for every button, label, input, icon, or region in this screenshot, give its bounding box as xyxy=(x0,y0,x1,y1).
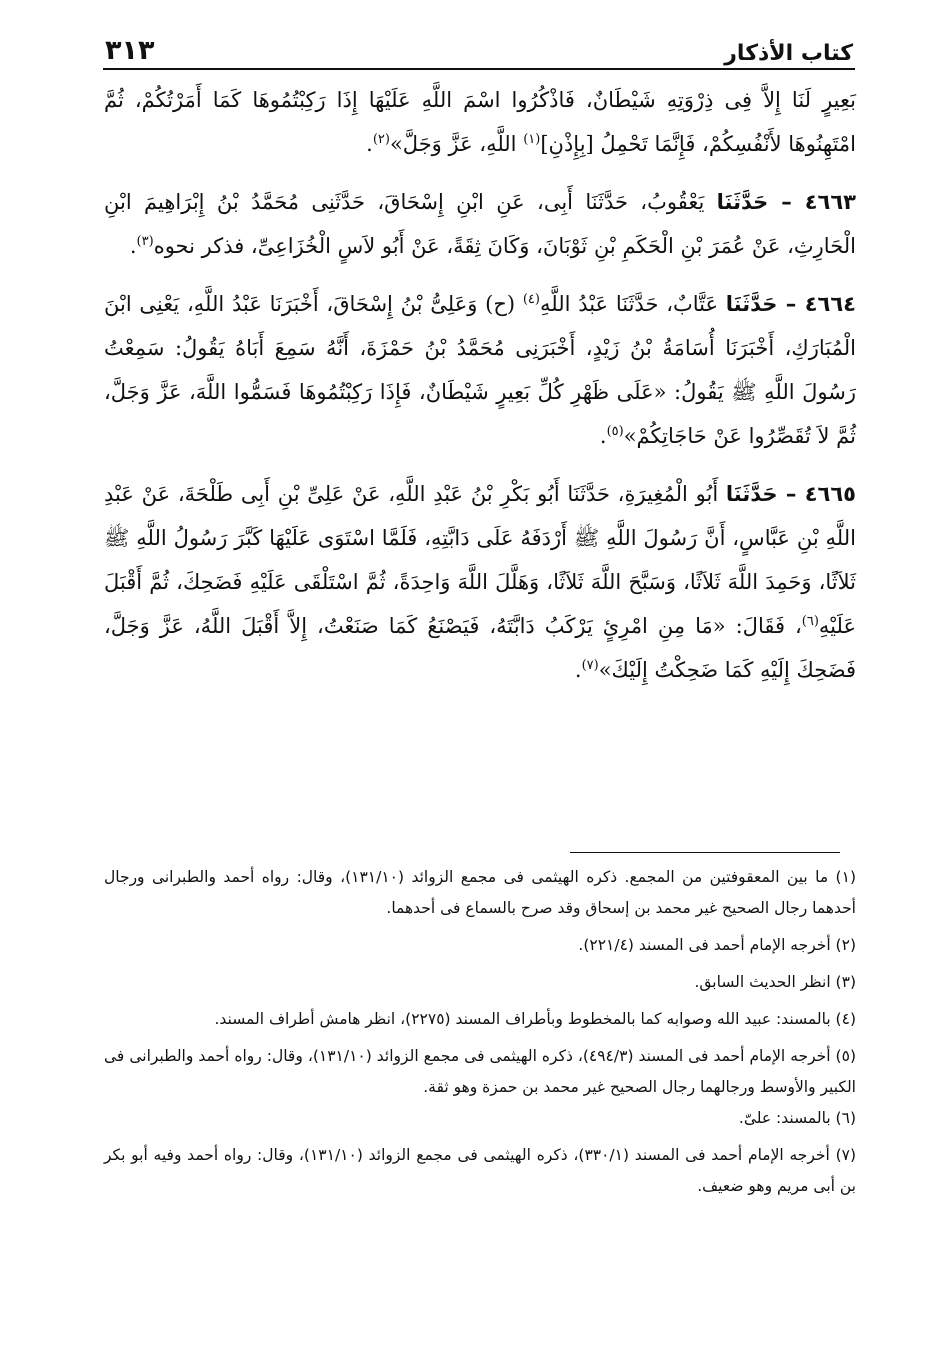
footnote-6: (٦) بالمسند: علىّ. xyxy=(738,1109,856,1127)
footnote-7: (٧) أخرجه الإمام أحمد فى المسند (٣٣٠/١)، ذكره الهيثمى فى مجمع الزوائد (١٣١/١٠)، وقال: رواه أحمد وفيه أبو بكر بن أبى مريم وهو ضعيف. xyxy=(104,1146,857,1195)
hadith-4663: ٤٦٦٣ – حَدَّثَنَا يَعْقُوبُ، حَدَّثَنَا أَبِى، عَنِ ابْنِ إِسْحَاقَ، حَدَّثَنِى مُحَمَّدُ بْنُ إِبْرَاهِيمَ ابْنِ الْحَارِثِ، عَنْ عُمَرَ بْنِ الْحَكَمِ بْنِ ثَوْبَانَ، وَكَانَ ثِقَةً، عَنْ أَبُو لاَسٍ الْخُزَاعِىِّ، فذكر نحوه$^{(٣)}$. xyxy=(104,190,856,258)
page-header xyxy=(105,22,853,66)
paragraph-continuation: بَعِيرٍ لَنَا إِلاَّ فِى ذِرْوَتِهِ شَيْطَانٌ، فَاذْكُرُوا اسْمَ اللَّهِ عَلَيْهَا إِذَا رَكِبْتُمُوهَا كَمَا أَمَرْتُكُمْ، ثُمَّ امْتَهِنُوهَا لأَنْفُسِكُمْ، فَإِنَّمَا تَحْمِلُ [بِإِذْنِ]$^{(١)}$ اللَّهِ، عَزَّ وَجَلَّ»$^{(٢)}$. xyxy=(104,88,856,156)
main-text xyxy=(104,78,856,692)
footnote-5: (٥) أخرجه الإمام أحمد فى المسند (٤٩٤/٣)، ذكره الهيثمى فى مجمع الزوائد (١٣١/١٠)، وقال: رواه أحمد والطبرانى فى الكبير والأوسط ورجالهما رجال الصحيح غير محمد بن حمزة وهو ثقة. xyxy=(104,1047,856,1096)
hadith-number: ٤٦٦٤ – حَدَّثَنَا xyxy=(725,292,856,316)
footnote-ref-4: (٤) xyxy=(522,292,540,307)
footnote-ref-7: (٧) xyxy=(581,658,599,673)
hadith-number: ٤٦٦٥ – حَدَّثَنَا xyxy=(725,482,856,506)
hadith-number: ٤٦٦٣ – حَدَّثَنَا xyxy=(716,190,856,214)
hadith-4664: ٤٦٦٤ – حَدَّثَنَا عَتَّابٌ، حَدَّثَنَا عَبْدُ اللَّهِ$^{(٤)}$ (ح) وَعَلِىُّ بْنُ إِسْحَاقَ، أَخْبَرَنَا عَبْدُ اللَّهِ، يَعْنِى ابْنَ الْمُبَارَكِ، أَخْبَرَنَا أُسَامَةُ بْنُ زَيْدٍ، أَخْبَرَنِى مُحَمَّدُ بْنُ حَمْزَةَ، أَنَّهُ سَمِعَ أَبَاهُ يَقُولُ: سَمِعْتُ رَسُولَ اللَّهِ ﷺ يَقُولُ: «عَلَى ظَهْرِ كُلِّ بَعِيرٍ شَيْطَانٌ، فَإِذَا رَكِبْتُمُوهَا فَسَمُّوا اللَّهَ، عَزَّ وَجَلَّ، ثُمَّ لاَ تُقَصِّرُوا عَنْ حَاجَاتِكُمْ»$^{(٥)}$. xyxy=(104,292,856,448)
footnotes xyxy=(104,862,856,1202)
paragraph-gap xyxy=(104,268,856,282)
footnote-ref-3: (٣) xyxy=(136,234,154,249)
footnote-ref-2: (٢) xyxy=(372,132,390,147)
footnote-ref-6: (٦) xyxy=(801,614,819,629)
page-number: ٣١٣ xyxy=(105,35,155,66)
footnote-1: (١) ما بين المعقوفتين من المجمع. ذكره الهيثمى فى مجمع الزوائد (١٣١/١٠)، وقال: رواه أحمد والطبرانى ورجال أحدهما رجال الصحيح غير محمد بن إسحاق وقد صرح بالسماع فى أحدهما. xyxy=(104,868,856,917)
footnote-ref-1: (١) xyxy=(523,132,541,147)
paragraph-gap xyxy=(104,458,856,472)
footnote-2: (٢) أخرجه الإمام أحمد فى المسند (٢٢١/٤). xyxy=(578,936,856,954)
paragraph-gap xyxy=(104,166,856,180)
footnote-ref-5: (٥) xyxy=(606,424,624,439)
footnote-4: (٤) بالمسند: عبيد الله وصوابه كما بالمخطوط وبأطراف المسند (٢٢٧٥)، انظر هامش أطراف المسند. xyxy=(214,1010,856,1028)
header-rule xyxy=(103,68,855,70)
footnote-separator xyxy=(570,852,840,853)
hadith-4665: ٤٦٦٥ – حَدَّثَنَا أَبُو الْمُغِيرَةِ، حَدَّثَنَا أَبُو بَكْرِ بْنُ عَبْدِ اللَّهِ، عَنْ عَلِىِّ بْنِ أَبِى طَلْحَةَ، عَنْ عَبْدِ اللَّهِ بْنِ عَبَّاسٍ، أَنَّ رَسُولَ اللَّهِ ﷺ أَرْدَفَهُ عَلَى دَابَّتِهِ، فَلَمَّا اسْتَوَى عَلَيْهَا كَبَّرَ رَسُولُ اللَّهِ ﷺ ثَلاَثًا، وَحَمِدَ اللَّهَ ثَلاَثًا، وَسَبَّحَ اللَّهَ ثَلاَثًا، وَهَلَّلَ اللَّهَ وَاحِدَةً، ثُمَّ اسْتَلْقَى عَلَيْهِ فَضَحِكَ، ثُمَّ أَقْبَلَ عَلَيْهِ$^{(٦)}$، فَقَالَ: «مَا مِنِ امْرِئٍ يَرْكَبُ دَابَّتَهُ، فَيَصْنَعُ كَمَا صَنَعْتُ، إِلاَّ أَقْبَلَ اللَّهُ، عَزَّ وَجَلَّ، فَضَحِكَ إِلَيْهِ كَمَا ضَحِكْتُ إِلَيْكَ»$^{(٧)}$. xyxy=(104,482,856,682)
footnote-3: (٣) انظر الحديث السابق. xyxy=(694,973,856,991)
book-title: كتاب الأذكار xyxy=(724,41,853,66)
